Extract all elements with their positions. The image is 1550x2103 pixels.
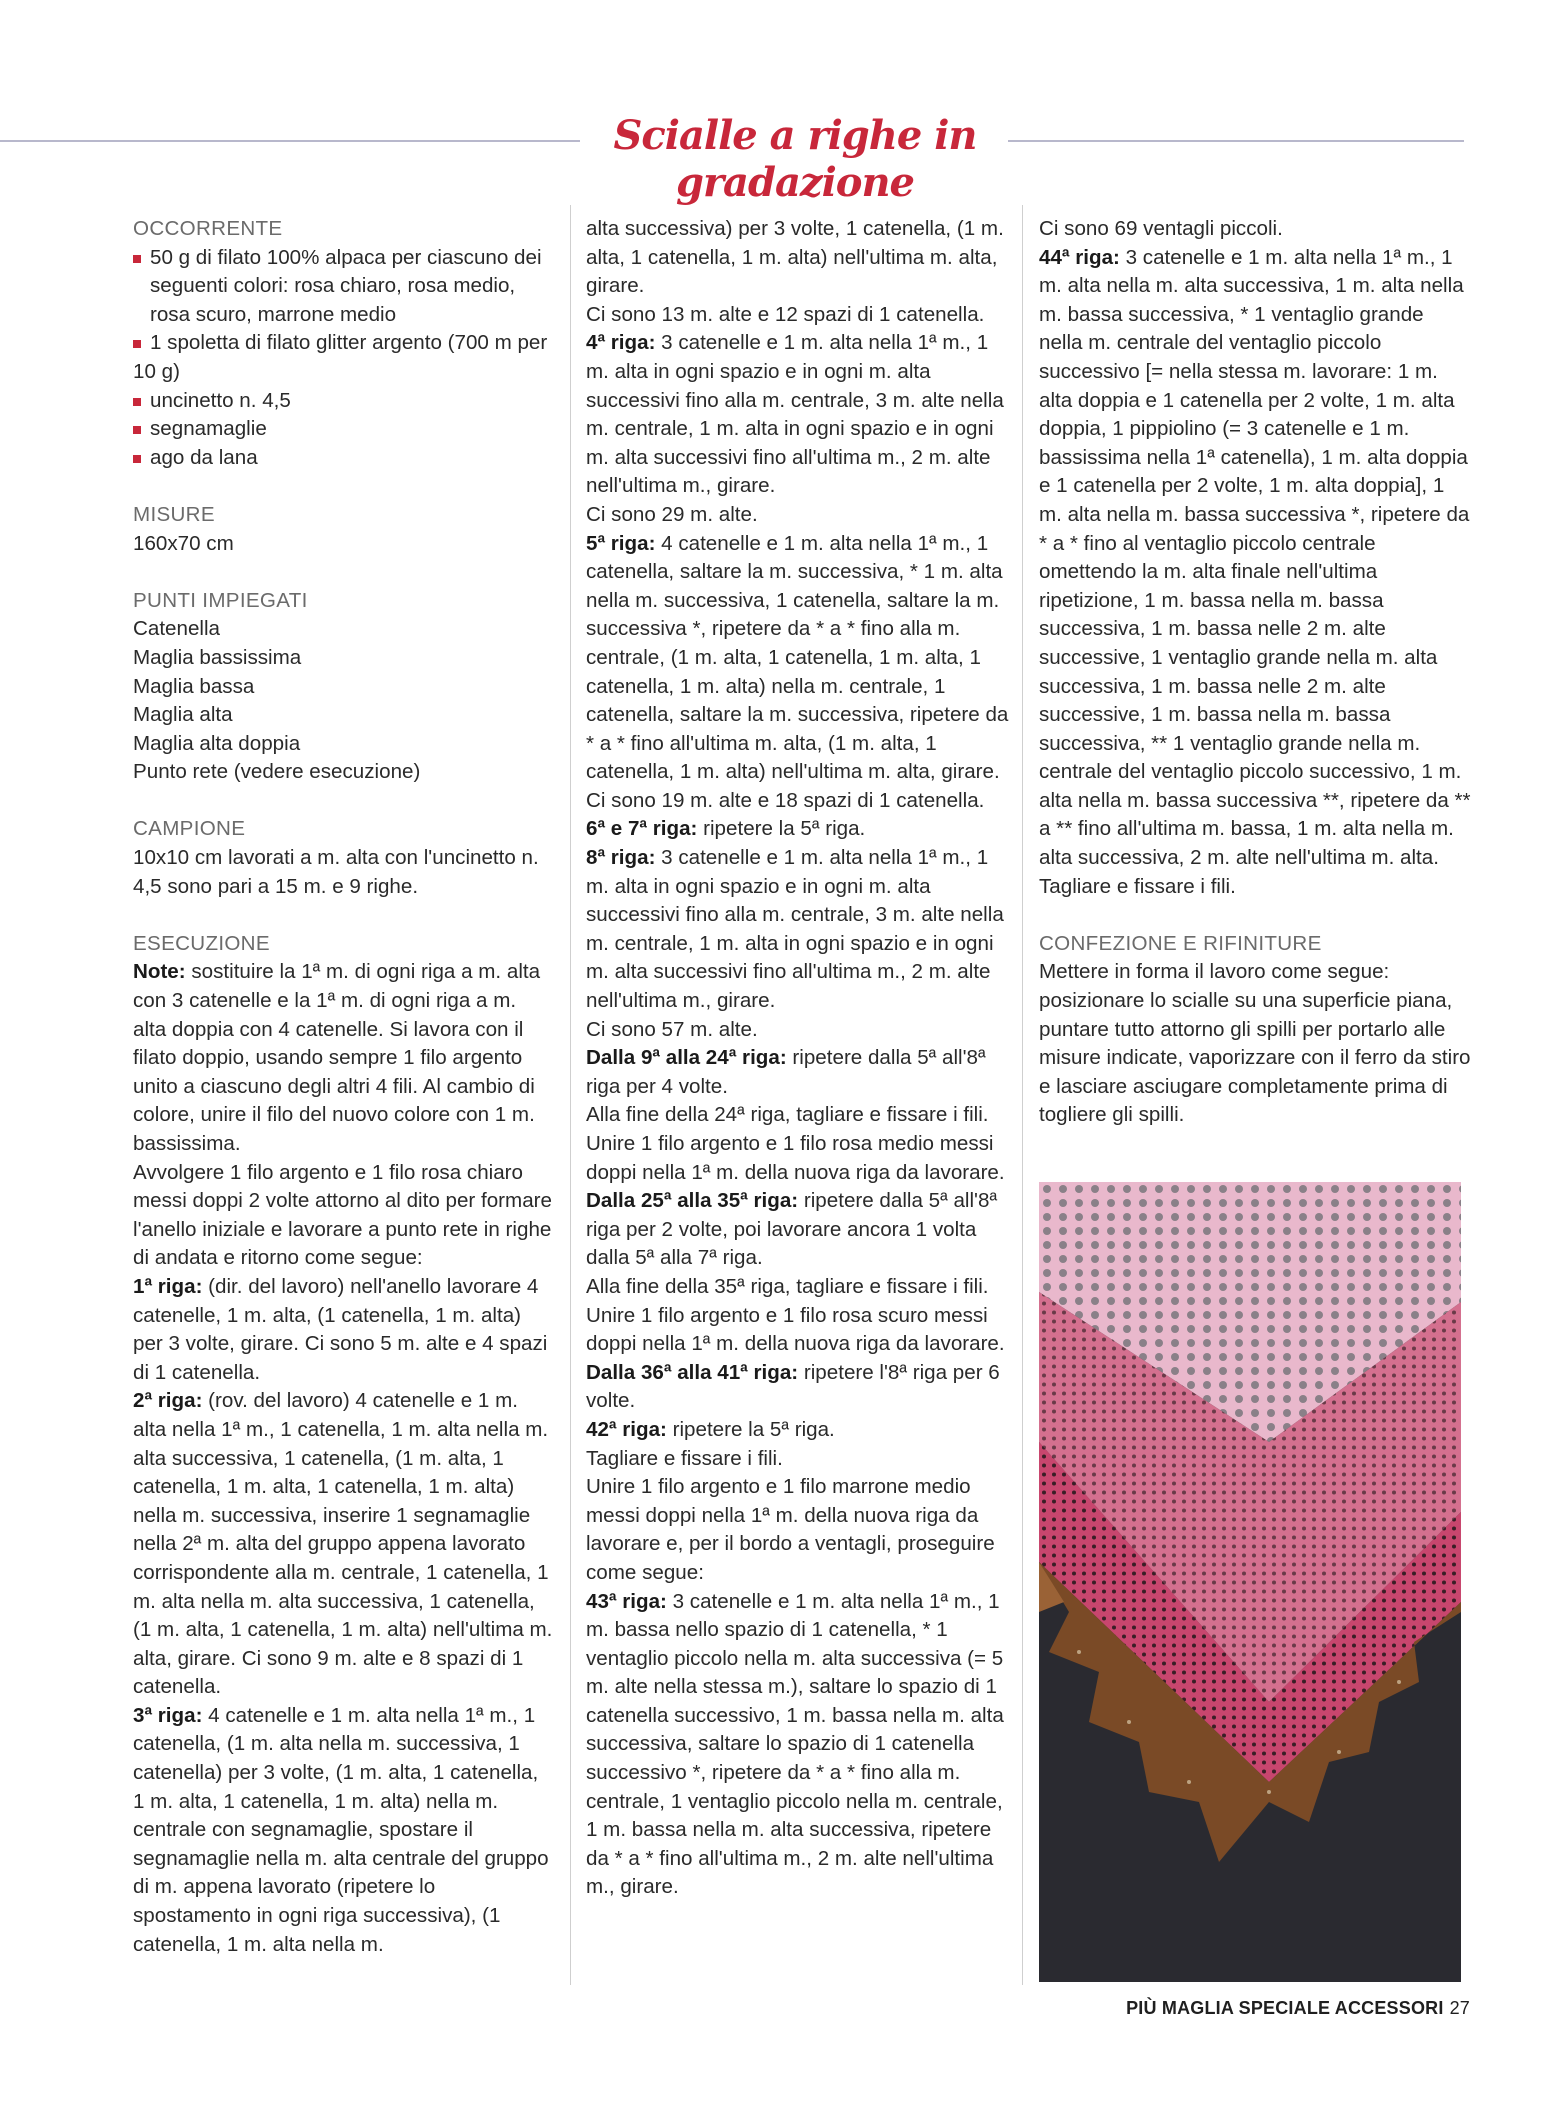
row-label: 44ª riga: xyxy=(1039,245,1120,269)
rows-36-41 xyxy=(586,1359,1016,1416)
page-footer xyxy=(1090,1998,1470,2019)
section-heading-misure: MISURE xyxy=(133,502,215,526)
row-label: 42ª riga: xyxy=(586,1417,667,1441)
row-text: (rov. del lavoro) 4 catenelle e 1 m. alta nella 1ª m., 1 catenella, 1 m. alta nella m. alta successiva, 1 catenella, (1 m. alta, 1 catenella, 1 m. alta, 1 catenella, 1 m. alta) nella m. successiva, inserire 1 segnamaglie nella 2ª m. alta del gruppo appena lavorato corrispondente alla m. centrale, 1 catenella, 1 m. alta nella m. alta successiva, 1 catenella, (1 m. alta, 1 catenella, 1 m. alta) nell'ultima m. alta, girare. Ci sono 9 m. alte e 8 spazi di 1 catenella. xyxy=(133,1389,553,1699)
gauge-text: 10x10 cm lavorati a m. alta con l'uncinetto n. 4,5 sono pari a 15 m. e 9 righe. xyxy=(133,846,539,898)
header-rule-right xyxy=(1008,140,1464,142)
row-text: 3 catenelle e 1 m. alta nella 1ª m., 1 m. bassa nello spazio di 1 catenella, * 1 ventaglio piccolo nella m. alta successiva (= 5 m. alte nella stessa m.), saltare lo spazio di 1 catenella successivo, 1 m. bassa nella m. alta successiva, saltare lo spazio di 1 catenella successivo *, ripetere da * a * fino alla m. centrale, 1 ventaglio piccolo nella m. centrale, 1 m. bassa nella m. alta successiva, ripetere da * a * fino all'ultima m., 2 m. alte nell'ultima m., girare. xyxy=(586,1589,1004,1899)
column-2 xyxy=(586,215,1016,1902)
row-3-continued: alta successiva) per 3 volte, 1 catenella, (1 m. alta, 1 catenella, 1 m. alta) nell'ultima m. alta, girare. xyxy=(586,217,1004,298)
stitch-item: Maglia alta xyxy=(133,703,233,727)
stitch-item: Punto rete (vedere esecuzione) xyxy=(133,760,421,784)
stitch-item: Maglia alta doppia xyxy=(133,731,301,755)
row-text: 4 catenelle e 1 m. alta nella 1ª m., 1 catenella, (1 m. alta nella m. successiva, 1 catenella) per 3 volte, (1 m. alta, 1 catenella, 1 m. alta, 1 catenella, 1 m. alta) nella m. centrale con segnamaglie, spostare il segnamaglie nella m. alta centrale del gruppo di m. appena lavorato (ripetere lo spostamento in ogni riga successiva), (1 catenella, 1 m. alta nella m. xyxy=(133,1703,549,1956)
row-4-summary: Ci sono 29 m. alte. xyxy=(586,502,758,526)
row-text: 4 catenelle e 1 m. alta nella 1ª m., 1 catenella, saltare la m. successiva, * 1 m. alta nella m. successiva, 1 catenella, saltare la m. successiva *, ripetere da * a * fino alla m. centrale, (1 m. alta, 1 catenella, 1 m. alta, 1 catenella, 1 m. alta) nella m. centrale, 1 catenella, saltare la m. successiva, ripetere da * a * fino all'ultima m. alta, (1 m. alta, 1 catenella, 1 m. alta) nell'ultima m. alta, girare. Ci sono 19 m. alte e 18 spazi di 1 catenella. xyxy=(586,531,1009,812)
page-title: Scialle a righe in gradazione xyxy=(613,112,977,206)
row-4 xyxy=(586,329,1016,501)
cut-threads: Tagliare e fissare i fili. xyxy=(586,1446,783,1470)
row-2 xyxy=(133,1387,553,1702)
column-divider-2 xyxy=(1022,205,1023,1985)
notes-label: Note: xyxy=(133,960,186,984)
row-label: Dalla 36ª alla 41ª riga: xyxy=(586,1360,799,1384)
row-label: 2ª riga: xyxy=(133,1389,203,1413)
materials-item: uncinetto n. 4,5 xyxy=(133,387,553,416)
row-1 xyxy=(133,1273,553,1387)
page-number: 27 xyxy=(1449,1998,1470,2018)
row-label: 6ª e 7ª riga: xyxy=(586,817,698,841)
rows-25-35 xyxy=(586,1187,1016,1273)
row-6-7 xyxy=(586,815,1016,844)
row-text: ripetere la 5ª riga. xyxy=(666,1417,835,1441)
row-label: 1ª riga: xyxy=(133,1274,203,1298)
measurements: 160x70 cm xyxy=(133,531,234,555)
section-heading-punti: PUNTI IMPIEGATI xyxy=(133,588,308,612)
row-text: 3 catenelle e 1 m. alta nella 1ª m., 1 m. alta nella m. alta successiva, 1 m. alta nella m. bassa successiva, * 1 ventaglio grande nella m. centrale del ventaglio piccolo successivo [= nella stessa m. lavorare: 1 m. alta doppia e 1 catenella per 2 volte, 1 m. alta doppia, 1 pippiolino (= 3 catenelle e 1 m. bassissima nella 1ª catenella), 1 m. alta doppia e 1 catenella per 2 volte, 1 m. alta doppia], 1 m. alta nella m. bassa successiva *, ripetere da * a * fino al ventaglio piccolo centrale omettendo la m. alta finale nell'ultima ripetizione, 1 m. bassa nella m. bassa successiva, 1 m. bassa nelle 2 m. alte successive, 1 ventaglio grande nella m. alta successiva, 1 m. bassa nelle 2 m. alte successive, 1 m. bassa nella m. bassa successiva, ** 1 ventaglio grande nella m. centrale del ventaglio piccolo successivo, 1 m. alta nella m. bassa successiva **, ripetere da ** a ** fino all'ultima m. bassa, 1 m. alta nella m. alta successiva, 2 m. alte nell'ultima m. alta. xyxy=(1039,245,1471,870)
row-label: Dalla 9ª alla 24ª riga: xyxy=(586,1046,787,1070)
row-label: 8ª riga: xyxy=(586,846,656,870)
materials-item: 1 spoletta di filato glitter argento (700 m per 10 g) xyxy=(133,329,553,386)
section-heading-campione: CAMPIONE xyxy=(133,817,246,841)
stitch-item: Maglia bassissima xyxy=(133,645,302,669)
row-text: ripetere dalla 5ª all'8ª riga per 4 volte. xyxy=(586,1046,986,1098)
shawl-photo xyxy=(1039,1182,1461,1982)
row-text: ripetere dalla 5ª all'8ª riga per 2 volte, poi lavorare ancora 1 volta dalla 5ª alla 7ª riga. xyxy=(586,1189,998,1270)
start-instructions: Avvolgere 1 filo argento e 1 filo rosa chiaro messi doppi 2 volte attorno al dito per formare l'anello iniziale e lavorare a punto rete in righe di andata e ritorno come segue: xyxy=(133,1160,552,1270)
materials-item: 50 g di filato 100% alpaca per ciascuno dei seguenti colori: rosa chiaro, rosa medio, rosa scuro, marrone medio xyxy=(133,244,553,330)
row-label: 4ª riga: xyxy=(586,331,656,355)
stitch-item: Maglia bassa xyxy=(133,674,255,698)
finish-threads: Tagliare e fissare i fili. xyxy=(1039,874,1236,898)
notes-paragraph xyxy=(133,958,553,1158)
join-brown: Unire 1 filo argento e 1 filo marrone medio messi doppi nella 1ª m. della nuova riga da lavorare e, per il bordo a ventagli, proseguire come segue: xyxy=(586,1475,995,1584)
row-43 xyxy=(586,1588,1016,1903)
row-42 xyxy=(586,1416,1016,1445)
row-43-summary: Ci sono 69 ventagli piccoli. xyxy=(1039,217,1283,240)
magazine-name: PIÙ MAGLIA SPECIALE ACCESSORI xyxy=(1126,1998,1444,2018)
row-text: (dir. del lavoro) nell'anello lavorare 4 catenelle, 1 m. alta, (1 catenella, 1 m. alta) per 3 volte, girare. Ci sono 5 m. alte e 4 spazi di 1 catenella. xyxy=(133,1274,548,1384)
column-divider-1 xyxy=(570,205,571,1985)
section-heading-confezione: CONFEZIONE E RIFINITURE xyxy=(1039,931,1322,955)
row-label: 43ª riga: xyxy=(586,1589,667,1613)
rows-35-end: Alla fine della 35ª riga, tagliare e fissare i fili. Unire 1 filo argento e 1 filo rosa scuro messi doppi nella 1ª m. della nuova riga da lavorare. xyxy=(586,1274,1005,1356)
row-text: ripetere la 5ª riga. xyxy=(697,817,866,841)
row-text: 3 catenelle e 1 m. alta nella 1ª m., 1 m. alta in ogni spazio e in ogni m. alta successivi fino alla m. centrale, 3 m. alte nella m. centrale, 1 m. alta in ogni spazio e in ogni m. alta successivi fino all'ultima m., 2 m. alte nell'ultima m., girare. xyxy=(586,331,1004,498)
row-8-summary: Ci sono 57 m. alte. xyxy=(586,1017,758,1041)
row-3 xyxy=(133,1702,553,1959)
stitch-item: Catenella xyxy=(133,617,221,641)
row-3-summary: Ci sono 13 m. alte e 12 spazi di 1 catenella. xyxy=(586,302,985,326)
row-label: 5ª riga: xyxy=(586,531,656,555)
row-label: Dalla 25ª alla 35ª riga: xyxy=(586,1189,799,1213)
row-44 xyxy=(1039,244,1471,873)
header-rule-left xyxy=(0,140,580,142)
section-heading-esecuzione: ESECUZIONE xyxy=(133,931,270,955)
shawl-illustration xyxy=(1039,1182,1461,1982)
rows-9-24 xyxy=(586,1044,1016,1101)
finishing-text: Mettere in forma il lavoro come segue: posizionare lo scialle su una superficie piana, puntare tutto attorno gli spilli per portarlo alle misure indicate, vaporizzare con il ferro da stiro e lasciare asciugare completamente prima di togliere gli spilli. xyxy=(1039,960,1471,1127)
row-label: 3ª riga: xyxy=(133,1703,203,1727)
column-1 xyxy=(133,215,553,1959)
materials-item: segnamaglie xyxy=(133,415,553,444)
section-heading-occorrente: OCCORRENTE xyxy=(133,217,283,240)
materials-item: ago da lana xyxy=(133,444,553,473)
column-3 xyxy=(1039,215,1471,1130)
row-5 xyxy=(586,530,1016,816)
row-8 xyxy=(586,844,1016,1016)
rows-24-end: Alla fine della 24ª riga, tagliare e fissare i fili. Unire 1 filo argento e 1 filo rosa medio messi doppi nella 1ª m. della nuova riga da lavorare. xyxy=(586,1103,1005,1184)
row-text: ripetere l'8ª riga per 6 volte. xyxy=(586,1360,1000,1413)
row-text: 3 catenelle e 1 m. alta nella 1ª m., 1 m. alta in ogni spazio e in ogni m. alta successivi fino alla m. centrale, 3 m. alte nella m. centrale, 1 m. alta in ogni spazio e in ogni m. alta successivi fino all'ultima m., 2 m. alte nell'ultima m., girare. xyxy=(586,846,1004,1013)
notes-text: sostituire la 1ª m. di ogni riga a m. alta con 3 catenelle e la 1ª m. di ogni riga a m. alta doppia con 4 catenelle. Si lavora con il filato doppio, usando sempre 1 filo argento unito a ciascuno degli altri 4 fili. Al cambio di colore, unire il filo del nuovo colore con 1 m. bassissima. xyxy=(133,960,541,1155)
